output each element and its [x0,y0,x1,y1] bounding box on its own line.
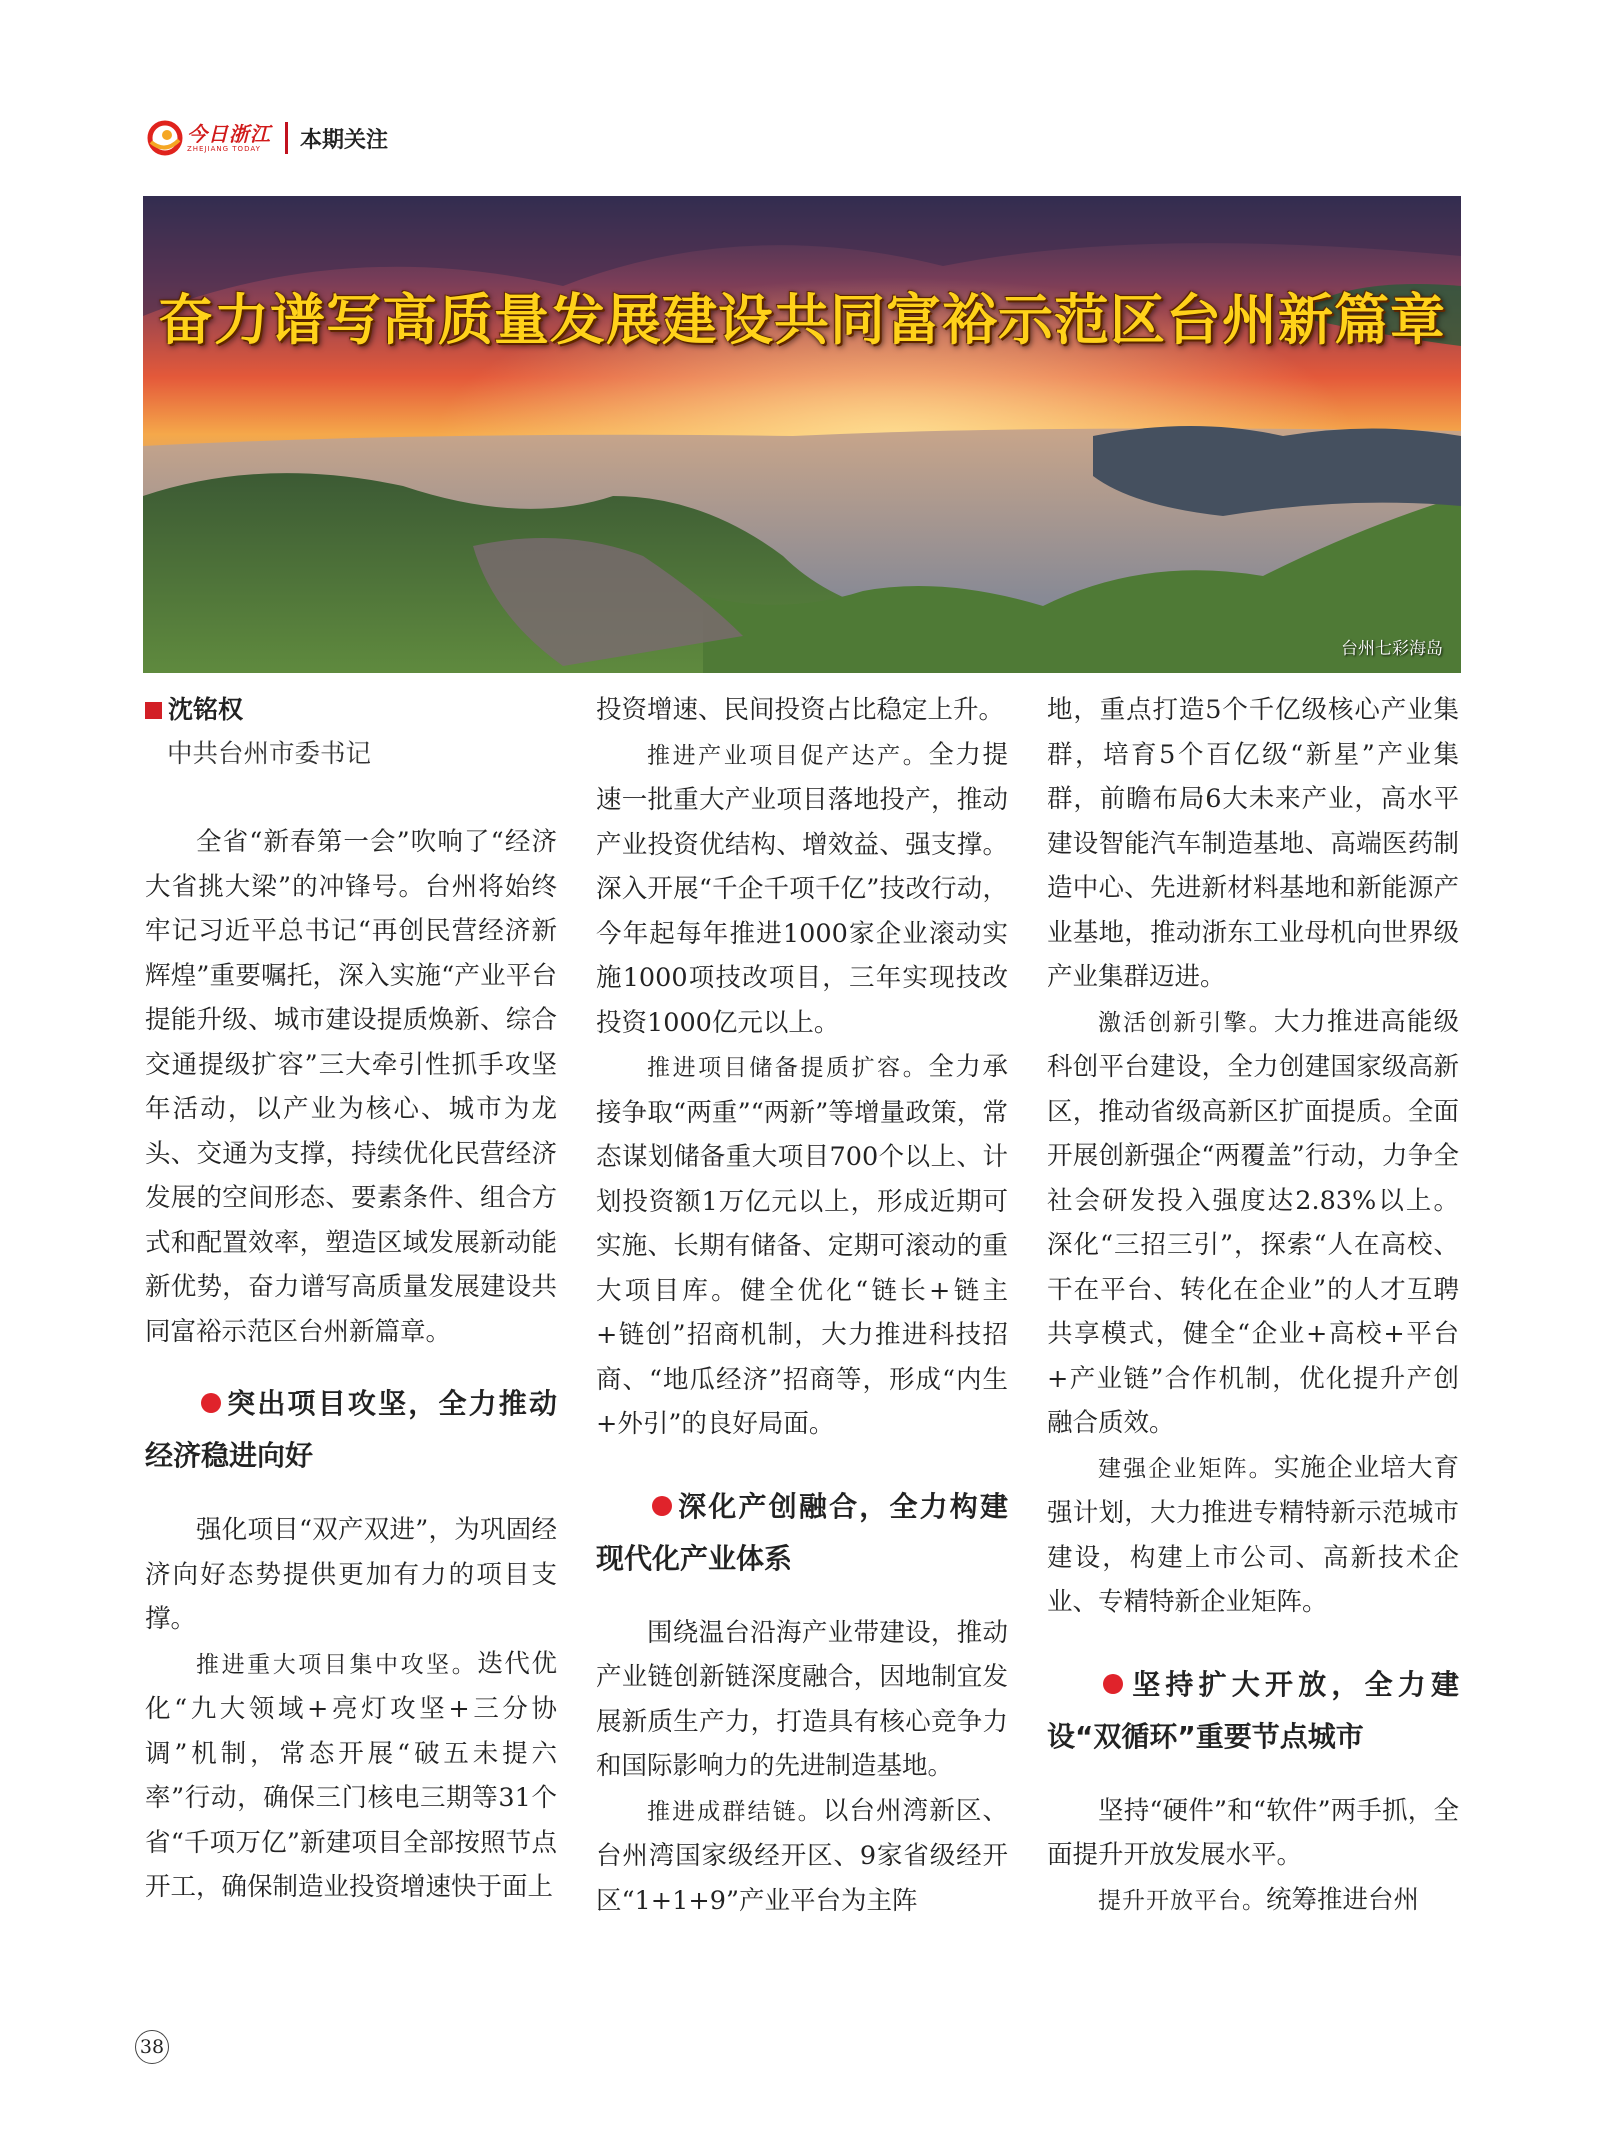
logo-chinese-text: 今日浙江 [187,121,271,146]
paragraph-lead: 推进项目储备提质扩容。 [647,1055,929,1081]
paragraph-lead: 建强企业矩阵。 [1098,1455,1274,1482]
article-column-3 [1047,688,1459,1923]
author-name: 沈铭权 [168,694,244,724]
hero-headline: 奋力谱写高质量发展建设共同富裕示范区台州新篇章 [157,288,1446,352]
hero-photo [143,196,1461,673]
paragraph-lead: 激活创新引擎。 [1098,1009,1274,1036]
page-header [145,118,388,158]
paragraph-lead: 推进产业项目促产达产。 [647,742,929,769]
photo-caption: 台州七彩海岛 [1341,639,1443,659]
paragraph: 建强企业矩阵。实施企业培大育强计划，大力推进专精特新示范城市建设，构建上市公司、高新技术企业、专精特新企业矩阵。 [1047,1452,1459,1617]
paragraph: 推进项目储备提质扩容。全力承接争取“两重”“两新”等增量政策，常态谋划储备重大项目700个以上、计划投资额1万亿元以上，形成近期可实施、长期有储备、定期可滚动的重大项目库。健全优化“链长+链主+链创”招商机制，大力推进科技招商、“地瓜经济”招商等，形成“内生+外引”的良好局面。 [596,1052,1008,1439]
paragraph: 推进产业项目促产达产。全力提速一批重大产业项目落地投产，推动产业投资优结构、增效益、强支撑。深入开展“千企千项千亿”技改行动，今年起每年推进1000家企业滚动实施1000项技改项目，三年实现技改投资1000亿元以上。 [596,739,1008,1038]
author-name-line [145,688,557,732]
paragraph: 提升开放平台。统筹推进台州 [1098,1884,1420,1915]
paragraph-lead: 推进成群结链。 [647,1798,823,1825]
section-heading-1: 突出项目攻坚，全力推动经济稳进向好 [145,1387,557,1472]
section-label: 本期关注 [300,127,389,153]
paragraph: 激活创新引擎。大力推进高能级科创平台建设，全力创建国家级高新区，推动省级高新区扩面提质。全面开展创新强企“两覆盖”行动，力争全社会研发投入强度达2.83%以上。深化“三招三引”，探索“人在高校、干在平台、转化在企业”的人才互聘共享模式，健全“企业+高校+平台+产业链”合作机制，优化提升产创融合质效。 [1047,1006,1459,1438]
paragraph: 地，重点打造5个千亿级核心产业集群，培育5个百亿级“新星”产业集群，前瞻布局6大未来产业，高水平建设智能汽车制造基地、高端医药制造中心、先进新材料基地和新能源产业基地，推动浙东工业母机向世界级产业集群迈进。 [1047,695,1459,992]
paragraph: 推进成群结链。以台州湾新区、台州湾国家级经开区、9家省级经开区“1+1+9”产业平台为主阵 [596,1795,1008,1916]
header-divider [285,122,288,154]
paragraph: 坚持“硬件”和“软件”两手抓，全面提升开放发展水平。 [1047,1795,1459,1870]
paragraph-lead: 推进重大项目集中攻坚。 [196,1651,478,1678]
paragraph: 强化项目“双产双进”，为巩固经济向好态势提供更加有力的项目支撑。 [145,1515,557,1634]
article-column-1 [145,688,557,1910]
sun-logo-icon [145,118,185,158]
logo-english-text: ZHEJIANG TODAY [187,144,261,153]
red-square-marker-icon [145,702,162,719]
paragraph: 围绕温台沿海产业带建设，推动产业链创新链深度融合，因地制宜发展新质生产力，打造具有核心竞争力和国际影响力的先进制造基地。 [596,1617,1008,1781]
paragraph: 投资增速、民间投资占比稳定上升。 [596,695,1005,725]
article-column-2 [596,688,1008,1923]
paragraph: 推进重大项目集中攻坚。迭代优化“九大领域+亮灯攻坚+三分协调”机制，常态开展“破五未提六率”行动，确保三门核电三期等31个省“千项万亿”新建项目全部按照节点开工，确保制造业投资增速快于面上 [145,1648,557,1902]
intro-paragraph: 全省“新春第一会”吹响了“经济大省挑大梁”的冲锋号。台州将始终牢记习近平总书记“再创民营经济新辉煌”重要嘱托，深入实施“产业平台提能升级、城市建设提质焕新、综合交通提级扩容”三大牵引性抓手攻坚年活动，以产业为核心、城市为龙头、交通为支撑，持续优化民营经济发展的空间形态、要素条件、组合方式和配置效率，塑造区域发展新动能新优势，奋力谱写高质量发展建设共同富裕示范区台州新篇章。 [145,827,557,1347]
paragraph-lead: 提升开放平台。 [1098,1887,1266,1914]
red-dot-icon [1103,1674,1123,1694]
red-dot-icon [201,1393,221,1413]
section-heading-3: 坚持扩大开放，全力建设“双循环”重要节点城市 [1047,1667,1459,1753]
red-dot-icon [652,1496,672,1516]
page-number: 38 [135,2030,169,2064]
section-heading-2: 深化产创融合，全力构建现代化产业体系 [596,1489,1008,1575]
publication-logo [145,118,271,158]
author-title: 中共台州市委书记 [167,739,372,769]
coastal-landscape-image [143,196,1461,673]
